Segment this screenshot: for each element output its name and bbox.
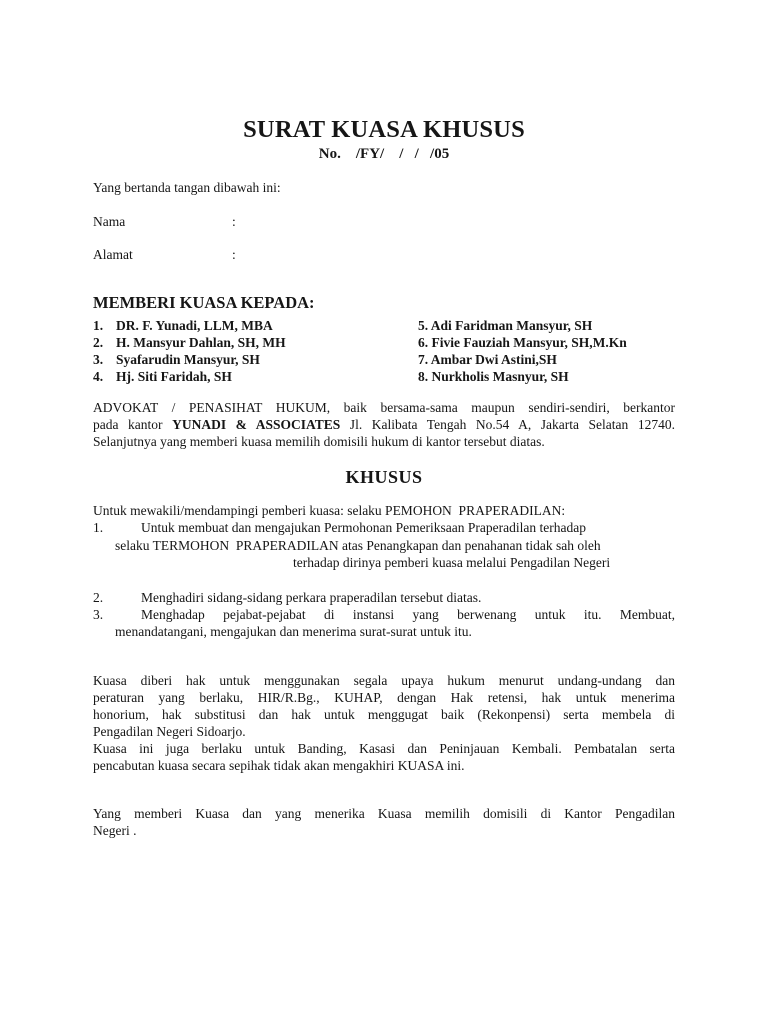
office-line-prefix: pada kantor <box>93 417 173 432</box>
address-separator: : <box>232 247 236 262</box>
purpose-line: Menghadap pejabat-pejabat di instansi yang berwenang untuk itu. Membuat, <box>141 607 675 622</box>
purpose-line: selaku TERMOHON PRAPERADILAN atas Penangkapan dan penahanan tidak sah oleh <box>115 538 601 553</box>
grantee-name: Hj. Siti Faridah, SH <box>116 369 232 384</box>
purpose-line: Menghadiri sidang-sidang perkara praperadilan tersebut diatas. <box>141 590 482 605</box>
authority-line: peraturan yang berlaku, HIR/R.Bg., KUHAP, dengan Hak retensi, hak untuk menerima <box>93 690 675 705</box>
document-number: No. /FY/ / / /05 <box>318 146 450 162</box>
office-paragraph-line: ADVOKAT / PENASIHAT HUKUM, baik bersama-sama maupun sendiri-sendiri, berkantor <box>93 400 675 415</box>
name-separator: : <box>232 214 236 229</box>
grantee-item: 7. Ambar Dwi Astini,SH <box>418 352 557 367</box>
firm-name: YUNADI & ASSOCIATES <box>172 417 341 432</box>
grantee-name: DR. F. Yunadi, LLM, MBA <box>116 318 273 333</box>
purpose-line: Untuk membuat dan mengajukan Permohonan Pemeriksaan Praperadilan terhadap <box>141 520 586 535</box>
document-title: SURAT KUASA KHUSUS <box>243 116 525 143</box>
office-paragraph-line <box>93 416 675 433</box>
authority-line: pencabutan kuasa secara sepihak tidak akan mengakhiri KUASA ini. <box>93 758 465 773</box>
authority-line: Pengadilan Negeri Sidoarjo. <box>93 724 246 739</box>
authority-line: Kuasa ini juga berlaku untuk Banding, Kasasi dan Peninjauan Kembali. Pembatalan serta <box>93 741 675 756</box>
office-line-suffix: Jl. Kalibata Tengah No.54 A, Jakarta Selatan 12740. <box>340 417 675 432</box>
grantee-number: 1. <box>93 318 104 333</box>
purpose-number: 1. <box>93 520 104 535</box>
purpose-line: terhadap dirinya pemberi kuasa melalui Pengadilan Negeri <box>293 555 611 570</box>
grantee-number: 4. <box>93 369 104 384</box>
authority-line: honorium, hak substitusi dan hak untuk menggugat baik (Rekonpensi) serta membela di <box>93 707 675 722</box>
authority-line: Kuasa diberi hak untuk menggunakan segala upaya hukum menurut undang-undang dan <box>93 673 675 688</box>
purpose-number: 3. <box>93 607 104 622</box>
purpose-intro: Untuk mewakili/mendampingi pemberi kuasa: selaku PEMOHON PRAPERADILAN: <box>93 503 566 518</box>
closing-line: Yang memberi Kuasa dan yang menerika Kuasa memilih domisili di Kantor Pengadilan <box>93 806 675 821</box>
grantee-name: Syafarudin Mansyur, SH <box>116 352 260 367</box>
special-heading: KHUSUS <box>345 467 423 487</box>
grantee-item: 8. Nurkholis Masnyur, SH <box>418 369 569 384</box>
grantee-item: 5. Adi Faridman Mansyur, SH <box>418 318 593 333</box>
grantee-number: 2. <box>93 335 104 350</box>
purpose-number: 2. <box>93 590 104 605</box>
purpose-line: menandatangani, mengajukan dan menerima surat-surat untuk itu. <box>115 624 472 639</box>
office-paragraph-line: Selanjutnya yang memberi kuasa memilih domisili hukum di kantor tersebut diatas. <box>93 434 545 449</box>
address-label: Alamat <box>93 247 133 262</box>
closing-line: Negeri . <box>93 823 137 838</box>
grantee-name: H. Mansyur Dahlan, SH, MH <box>116 335 286 350</box>
intro-text: Yang bertanda tangan dibawah ini: <box>93 180 281 195</box>
grantee-number: 3. <box>93 352 104 367</box>
grantees-heading: MEMBERI KUASA KEPADA: <box>93 293 315 312</box>
name-label: Nama <box>93 214 126 229</box>
grantee-item: 6. Fivie Fauziah Mansyur, SH,M.Kn <box>418 335 627 350</box>
